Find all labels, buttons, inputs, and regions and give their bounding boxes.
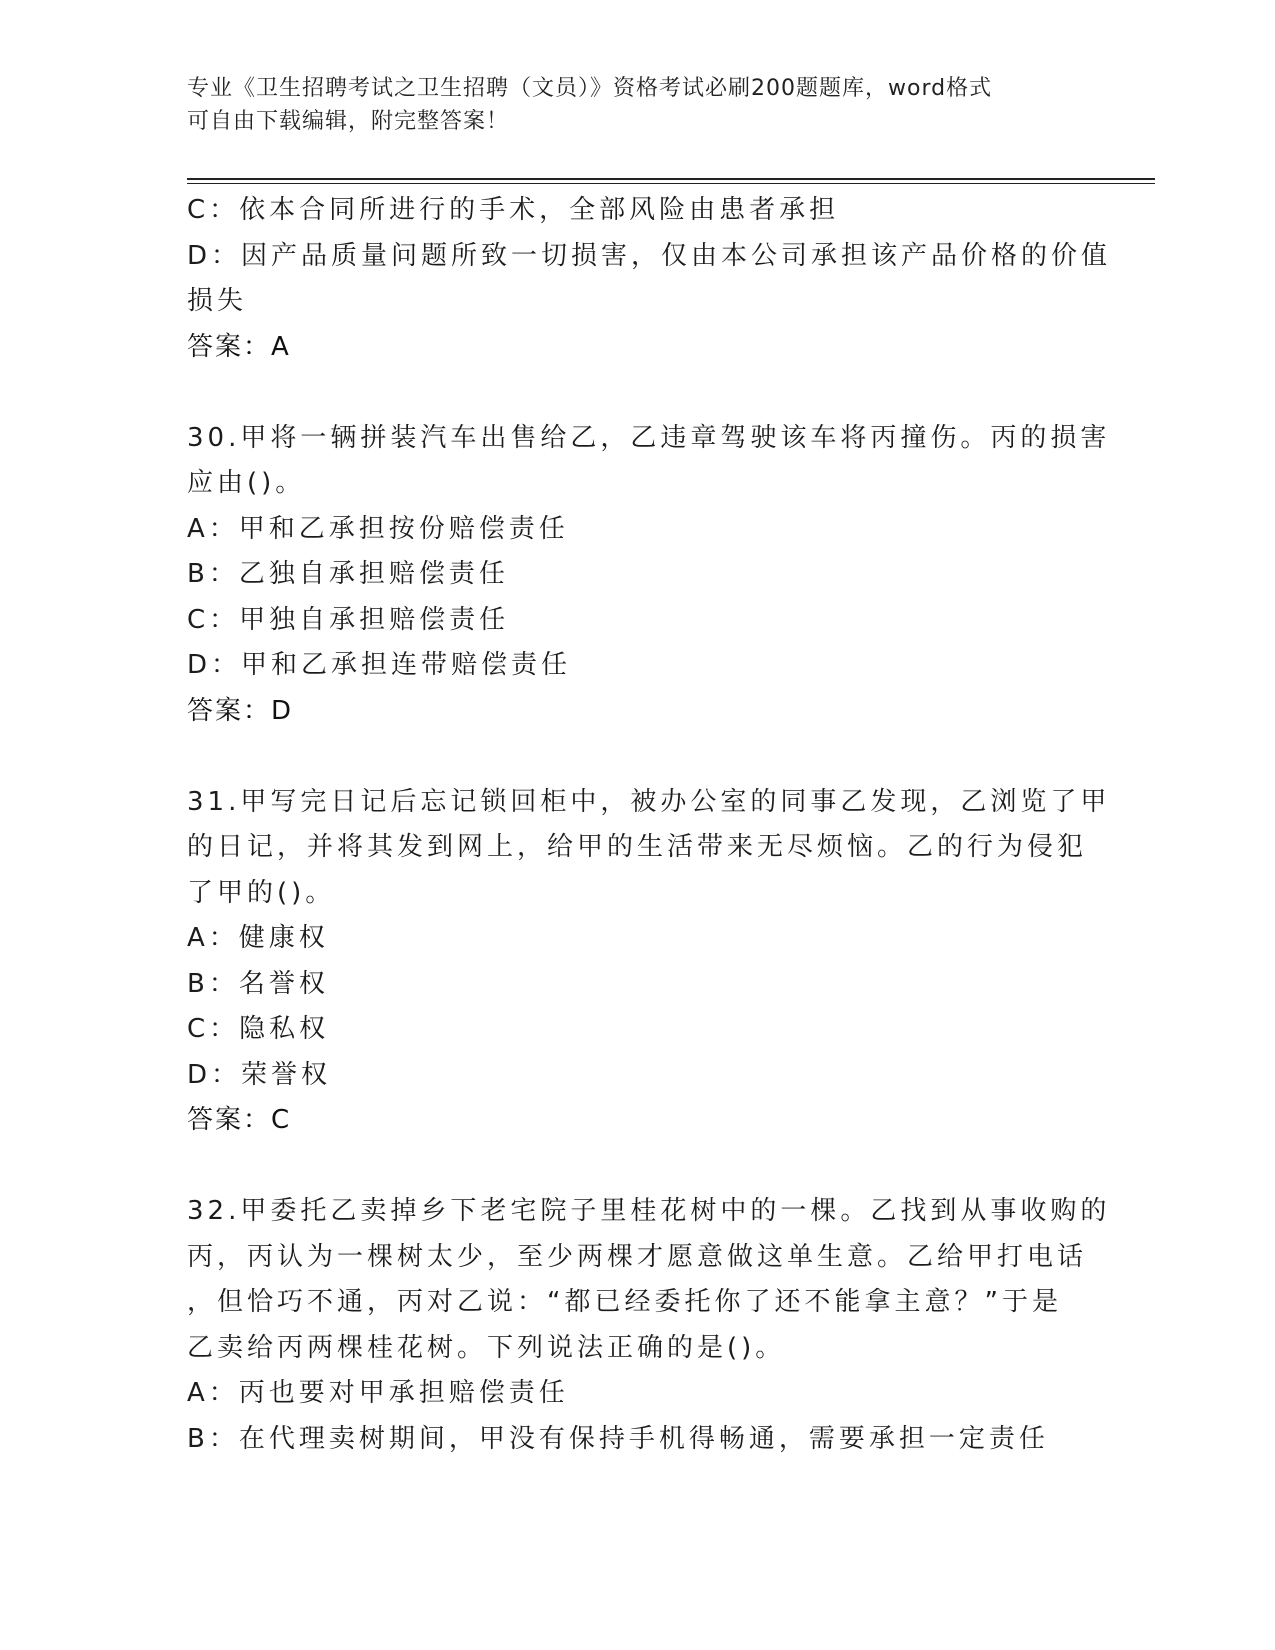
question-31: [187, 780, 1111, 1144]
option-d: D：因产品质量问题所致一切损害，仅由本公司承担该产品价格的价值: [187, 240, 1112, 271]
question-stem-continued: ，但恰巧不通，丙对乙说：“都已经委托你了还不能拿主意？”于是: [187, 1287, 1062, 1317]
question-stem-continued: 了甲的()。: [187, 877, 336, 908]
question-stem-continued: 应由()。: [187, 468, 306, 498]
option-d: D：荣誉权: [187, 1059, 332, 1090]
option-a: A：丙也要对甲承担赔偿责任: [187, 1378, 569, 1408]
option-d-continued: 损失: [187, 286, 248, 316]
spacer: [187, 734, 1087, 780]
header-title-line-1: 专业《卫生招聘考试之卫生招聘（文员）》资格考试必刷200题题库，word格式: [187, 76, 993, 101]
header-divider-thin: [187, 183, 1155, 184]
question-stem: 32.甲委托乙卖掉乡下老宅院子里桂花树中的一棵。乙找到从事收购的: [187, 1196, 1111, 1226]
question-32: [187, 1189, 1111, 1462]
answer-line: 答案：C: [187, 1105, 292, 1135]
option-c: C：甲独自承担赔偿责任: [187, 604, 510, 635]
option-b: B：乙独自承担赔偿责任: [187, 559, 509, 589]
option-c: C：隐私权: [187, 1014, 330, 1044]
question-stem-continued: 的日记，并将其发到网上，给甲的生活带来无尽烦恼。乙的行为侵犯: [187, 832, 1088, 862]
option-c: C：依本合同所进行的手术，全部风险由患者承担: [187, 195, 840, 225]
question-stem: 30.甲将一辆拼装汽车出售给乙，乙违章驾驶该车将丙撞伤。丙的损害: [187, 422, 1111, 453]
question-29-continued: [187, 188, 1112, 370]
spacer: [187, 370, 1087, 416]
answer-line: 答案：A: [187, 331, 291, 362]
header-divider-thick: [187, 178, 1155, 180]
question-stem-continued: 丙，丙认为一棵树太少，至少两棵才愿意做这单生意。乙给甲打电话: [187, 1241, 1088, 1272]
header-title-line-2: 可自由下载编辑，附完整答案！: [187, 109, 510, 134]
question-stem: 31.甲写完日记后忘记锁回柜中，被办公室的同事乙发现，乙浏览了甲: [187, 786, 1111, 817]
question-content: [187, 188, 1112, 1462]
option-a: A：甲和乙承担按份赔偿责任: [187, 513, 569, 544]
option-a: A：健康权: [187, 923, 329, 953]
option-b: B：在代理卖树期间，甲没有保持手机得畅通，需要承担一定责任: [187, 1423, 1049, 1454]
question-30: [187, 416, 1111, 735]
option-d: D：甲和乙承担连带赔偿责任: [187, 650, 572, 680]
answer-line: 答案：D: [187, 695, 294, 726]
spacer: [187, 1144, 1087, 1190]
question-stem-continued: 乙卖给丙两棵桂花树。下列说法正确的是()。: [187, 1332, 786, 1363]
document-header: [187, 72, 1067, 138]
option-b: B：名誉权: [187, 968, 329, 999]
